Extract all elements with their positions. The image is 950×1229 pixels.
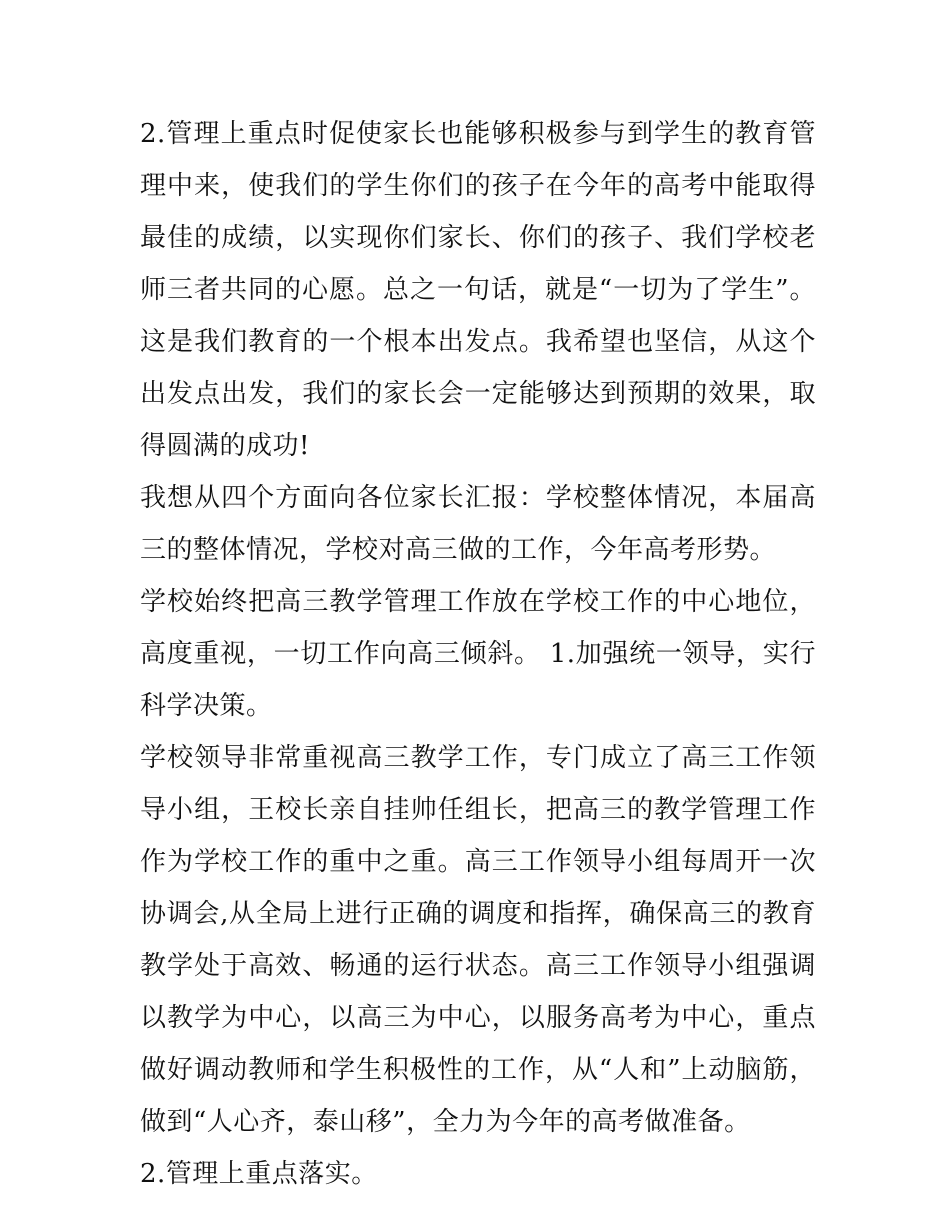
document-page [140,108,816,1200]
paragraph-1: 2.管理上重点时促使家长也能够积极参与到学生的教育管理中来，使我们的学生你们的孩子在今年的高考中能取得最佳的成绩，以实现你们家长、你们的孩子、我们学校老师三者共同的心愿。总之一句话，就是“一切为了学生”。这是我们教育的一个根本出发点。我希望也坚信，从这个出发点出发，我们的家长会一定能够达到预期的效果，取得圆满的成功! [140,119,816,461]
paragraph-5: 2.管理上重点落实。 [140,1159,378,1189]
paragraph-2: 我想从四个方面向各位家长汇报：学校整体情况，本届高三的整体情况，学校对高三做的工作，今年高考形势。 [140,483,816,565]
paragraph-4: 学校领导非常重视高三教学工作，专门成立了高三工作领导小组，王校长亲自挂帅任组长，把高三的教学管理工作作为学校工作的重中之重。高三工作领导小组每周开一次协调会,从全局上进行正确的调度和指挥，确保高三的教育教学处于高效、畅通的运行状态。高三工作领导小组强调以教学为中心，以高三为中心，以服务高考为中心，重点做好调动教师和学生积极性的工作，从“人和”上动脑筋，做到“人心齐，泰山移”，全力为今年的高考做准备。 [140,743,816,1137]
paragraph-3: 学校始终把高三教学管理工作放在学校工作的中心地位，高度重视，一切工作向高三倾斜。 1.加强统一领导，实行科学决策。 [140,587,816,721]
